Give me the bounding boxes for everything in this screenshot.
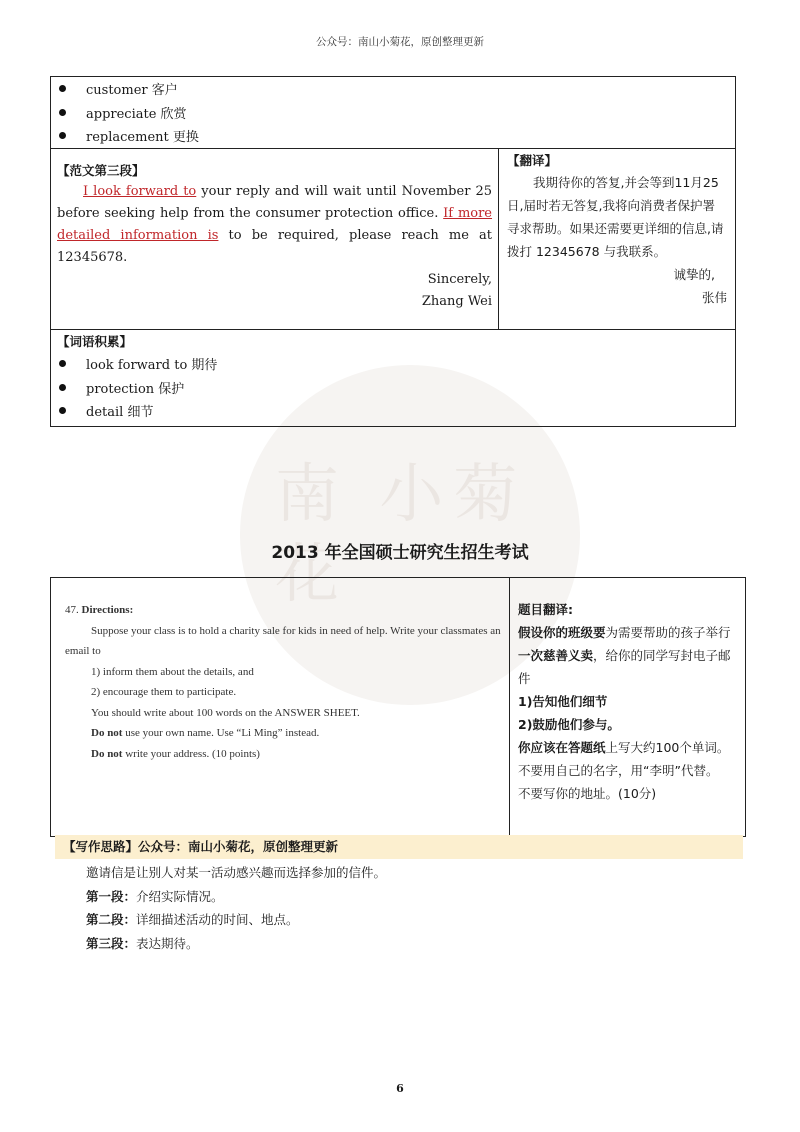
directions-heading: 47. Directions: <box>65 604 134 616</box>
question-translation-line: 不要用自己的名字，用“李明”代替。 <box>518 763 719 778</box>
para3-closing: Sincerely, <box>427 272 492 287</box>
list-item: look forward to 期待 <box>51 352 735 376</box>
directions-table <box>50 577 746 837</box>
question-translation-line: 你应该在答题纸上写大约100个单词。 <box>518 740 730 755</box>
vocab-top-cell <box>51 77 736 149</box>
question-translation-line: 不要写你的地址。(10分) <box>518 786 657 801</box>
writing-step: 第三段：表达期待。 <box>86 935 199 951</box>
writing-ideas-bar: 【写作思路】公众号：南山小菊花，原创整理更新 <box>55 835 743 859</box>
bullet-icon <box>59 85 66 92</box>
bullet-icon <box>59 407 66 414</box>
directions-rule: Do not use your own name. Use “Li Ming” instead. <box>91 727 320 739</box>
translation-signature: 张伟 <box>701 290 727 305</box>
directions-prompt: Suppose your class is to hold a charity sale for kids in need of help. Write your classmates an email to <box>65 624 501 657</box>
question-translation-line: 假设你的班级要为需要帮助的孩子举行一次慈善义卖，给你的同学写封电子邮件 <box>518 625 731 686</box>
para3-body: I look forward to your reply and will wait until November 25 before seeking help from the consumer protection office. If more detailed information is to be required, please reach me at 12345678. <box>57 184 493 265</box>
writing-intro: 邀请信是让别人对某一活动感兴趣而选择参加的信件。 <box>86 865 387 880</box>
question-translation-cell <box>510 578 746 837</box>
writing-step: 第一段：介绍实际情况。 <box>86 888 224 904</box>
para3-signature: Zhang Wei <box>421 294 492 309</box>
directions-item: 1) inform them about the details, and <box>91 665 254 678</box>
writing-ideas <box>86 861 386 955</box>
vocab2-cell <box>51 330 736 427</box>
list-item: detail 细节 <box>51 399 735 423</box>
para3-title: 【范文第三段】 <box>57 163 145 178</box>
question-translation-item: 1)告知他们细节 <box>518 694 608 709</box>
bullet-icon <box>59 384 66 391</box>
highlight-phrase: I look forward to <box>83 184 197 199</box>
bullet-icon <box>59 132 66 139</box>
list-item: replacement 更换 <box>51 124 735 148</box>
vocab2-title: 【词语积累】 <box>57 334 133 349</box>
writing-step: 第二段：详细描述活动的时间、地点。 <box>86 912 299 927</box>
translation-cell <box>499 149 736 330</box>
directions-item: 2) encourage them to participate. <box>91 686 237 698</box>
bullet-icon <box>59 360 66 367</box>
translation-body: 我期待你的答复,并会等到11月25日,届时若无答复,我将向消费者保护署寻求帮助。如果还需要更详细的信息,请拨打 12345678 与我联系。 <box>507 175 724 259</box>
watermark-text: 南 小菊花 <box>275 458 528 612</box>
list-item: customer 客户 <box>51 77 735 101</box>
page-header: 公众号：南山小菊花，原创整理更新 <box>316 36 484 48</box>
translation-closing: 诚挚的, <box>673 267 715 282</box>
para3-cell <box>51 149 499 330</box>
directions-rule: Do not write your address. (10 points) <box>91 747 260 760</box>
list-item: protection 保护 <box>51 376 735 400</box>
essay-table <box>50 76 736 427</box>
page-number: 6 <box>396 1082 404 1095</box>
question-translation-title: 题目翻译: <box>518 602 573 617</box>
highlight-phrase: If more detailed information is <box>57 206 493 243</box>
list-item: appreciate 欣赏 <box>51 101 735 125</box>
directions-cell <box>51 578 510 837</box>
exam-title: 2013 年全国硕士研究生招生考试 <box>271 543 529 563</box>
bullet-icon <box>59 109 66 116</box>
translation-title: 【翻译】 <box>507 153 558 168</box>
question-translation-item: 2)鼓励他们参与。 <box>518 717 620 732</box>
directions-words: You should write about 100 words on the ANSWER SHEET. <box>91 706 360 719</box>
